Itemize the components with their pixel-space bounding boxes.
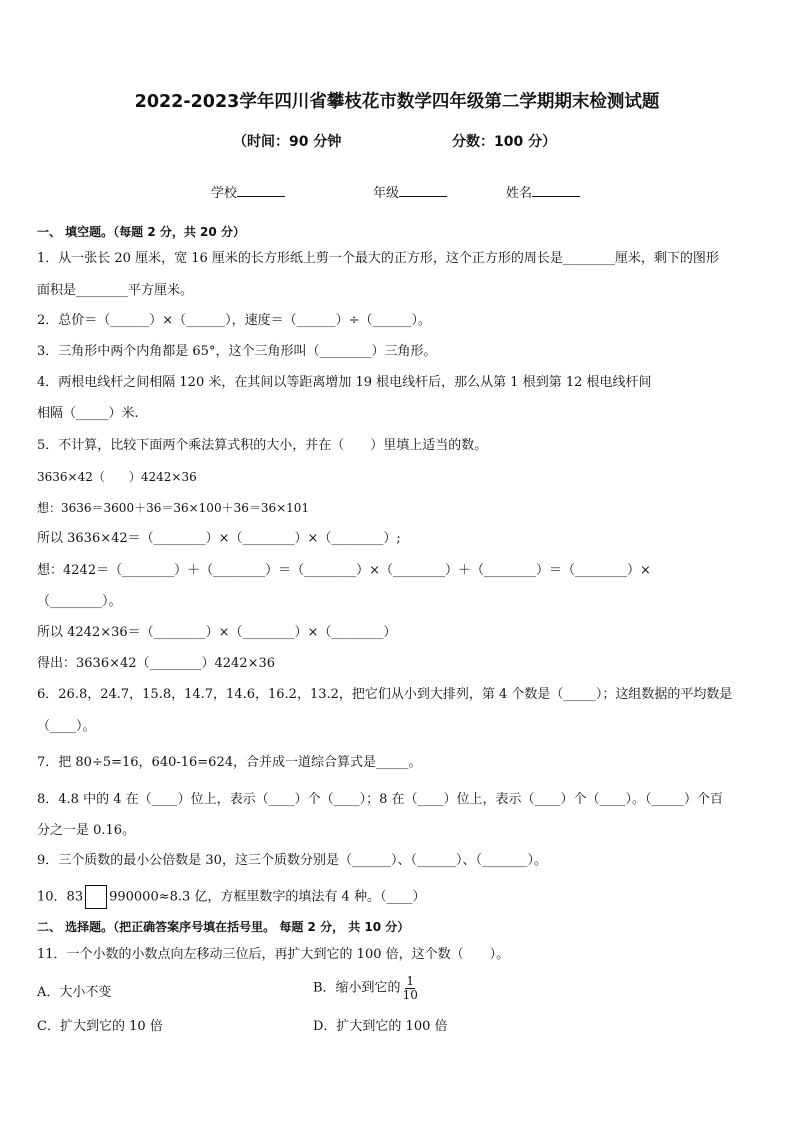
question-10 — [37, 885, 425, 909]
question-1-line-1: 1．从一张长 20 厘米，宽 16 厘米的长方形纸上剪一个最大的正方形，这个正方形的周长是________厘米，剩下的图形 — [37, 251, 719, 266]
name-field[interactable] — [506, 182, 580, 201]
page-title: 2022-2023学年四川省攀枝花市数学四年级第二学期期末检测试题 — [134, 92, 660, 112]
question-7: 7．把 80÷5=16，640-16=624，合并成一道综合算式是_____。 — [37, 755, 422, 770]
question-5-conclusion: 得出：3636×42（________）4242×36 — [37, 656, 276, 671]
question-5-think-2: 想：4242＝（________）＋（________）＝（________）×（________）＋（________）＝（________）× — [37, 563, 651, 578]
total-score: 分数：100 分） — [452, 134, 557, 150]
question-6-line-1: 6．26.8，24.7，15.8，14.7，14.6，16.2，13.2，把它们从小到大排列，第 4 个数是（_____）；这组数据的平均数是 — [37, 687, 733, 702]
fraction-denominator: 10 — [402, 988, 418, 1002]
question-5-so-1: 所以 3636×42＝（________）×（________）×（________）; — [37, 531, 401, 546]
school-blank[interactable] — [237, 184, 285, 197]
fraction-numerator: 1 — [406, 974, 415, 988]
fraction-one-tenth — [403, 975, 418, 1002]
question-5-think-1: 想：3636＝3600＋36＝36×100＋36＝36×101 — [37, 501, 310, 515]
school-field[interactable] — [211, 182, 285, 201]
school-label: 学校 — [211, 186, 238, 201]
grade-blank[interactable] — [399, 184, 447, 197]
question-6-line-2: （____）。 — [37, 719, 96, 734]
digit-box[interactable] — [85, 885, 107, 909]
question-1-line-2: 面积是________平方厘米。 — [37, 283, 194, 298]
question-4-line-2: 相隔（_____）米. — [37, 406, 139, 421]
name-label: 姓名 — [506, 186, 533, 201]
question-5-so-2: 所以 4242×36＝（________）×（________）×（________） — [37, 625, 397, 640]
option-c[interactable]: C．扩大到它的 10 倍 — [37, 1019, 163, 1034]
question-4-line-1: 4．两根电线杆之间相隔 120 米，在其间以等距离增加 19 根电线杆后，那么从第 1 根到第 12 根电线杆间 — [37, 375, 652, 390]
section-fill-in-heading: 一、 填空题。（每题 2 分，共 20 分） — [37, 225, 245, 239]
grade-label: 年级 — [373, 186, 400, 201]
option-b-label: B．缩小到它的 — [313, 980, 401, 996]
option-a[interactable]: A．大小不变 — [37, 985, 112, 1000]
option-b[interactable] — [313, 975, 418, 1002]
option-d[interactable]: D．扩大到它的 100 倍 — [313, 1019, 448, 1034]
time-limit: （时间：90 分钟 — [233, 134, 342, 150]
question-11-stem: 11．一个小数的小数点向左移动三位后，再扩大到它的 100 倍，这个数（ ）。 — [37, 947, 510, 962]
grade-field[interactable] — [373, 182, 447, 201]
question-2: 2．总价＝（______）×（______），速度＝（______）÷（______）。 — [37, 313, 432, 328]
question-5-intro: 5．不计算，比较下面两个乘法算式积的大小，并在（ ）里填上适当的数。 — [37, 438, 488, 453]
question-10-after: 990000≈8.3 亿，方框里数字的填法有 4 种。（____） — [109, 889, 426, 905]
question-5-think-2-cont: （________）。 — [37, 594, 122, 609]
question-5-compare: 3636×42（ ）4242×36 — [37, 470, 197, 484]
name-blank[interactable] — [532, 184, 580, 197]
question-9: 9．三个质数的最小公倍数是 30，这三个质数分别是（______）、（______）、（_______）。 — [37, 853, 547, 868]
question-8-line-1: 8．4.8 中的 4 在（____）位上，表示（____）个（____）；8 在（____）位上，表示（____）个（____）。（_____）个百 — [37, 792, 724, 807]
question-8-line-2: 分之一是 0.16。 — [37, 823, 136, 838]
section-choice-heading: 二、 选择题。（把正确答案序号填在括号里。 每题 2 分， 共 10 分） — [37, 920, 410, 934]
question-3: 3．三角形中两个内角都是 65°，这个三角形叫（________）三角形。 — [37, 344, 437, 359]
question-10-before: 10．83 — [37, 889, 84, 905]
